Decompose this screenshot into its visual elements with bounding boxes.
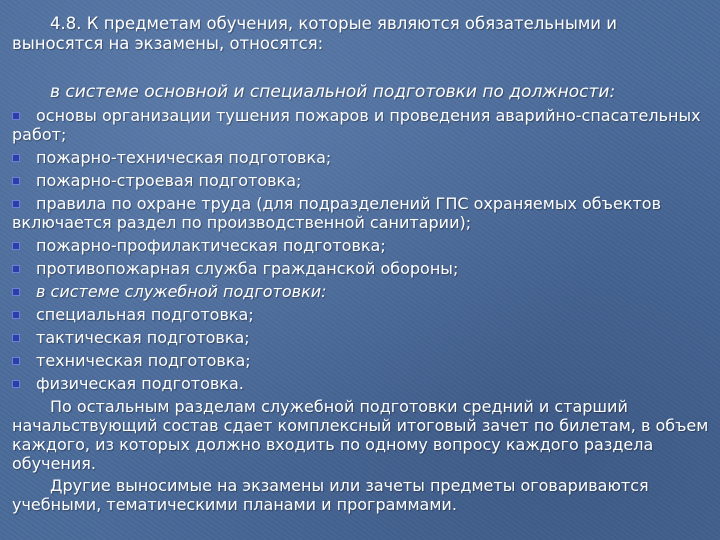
paragraphs bbox=[12, 397, 712, 514]
list-item-text: физическая подготовка. bbox=[36, 374, 244, 393]
list-item bbox=[12, 374, 712, 393]
list-item bbox=[12, 282, 712, 301]
bullet-list bbox=[12, 106, 712, 393]
list-item-text: основы организации тушения пожаров и проведения аварийно-спасательных работ; bbox=[12, 106, 701, 144]
list-item-text: правила по охране труда (для подразделений ГПС охраняемых объектов включается раздел по производственной санитарии); bbox=[12, 194, 662, 232]
square-bullet-icon bbox=[12, 334, 20, 342]
list-item bbox=[12, 171, 712, 190]
list-item-text: в системе служебной подготовки: bbox=[36, 282, 327, 301]
square-bullet-icon bbox=[12, 177, 20, 185]
slide-heading bbox=[12, 14, 702, 54]
list-item bbox=[12, 305, 712, 324]
list-item-text: техническая подготовка; bbox=[36, 351, 251, 370]
list-item bbox=[12, 351, 712, 370]
square-bullet-icon bbox=[12, 200, 20, 208]
list-item bbox=[12, 106, 712, 144]
square-bullet-icon bbox=[12, 242, 20, 250]
list-item-text: пожарно-строевая подготовка; bbox=[36, 171, 302, 190]
list-item bbox=[12, 328, 712, 347]
square-bullet-icon bbox=[12, 288, 20, 296]
list-item-text: тактическая подготовка; bbox=[36, 328, 250, 347]
square-bullet-icon bbox=[12, 380, 20, 388]
list-item bbox=[12, 148, 712, 167]
heading-text: 4.8. К предметам обучения, которые являются обязательными и выносятся на экзамены, относятся: bbox=[12, 14, 617, 53]
paragraph bbox=[12, 397, 712, 473]
paragraph bbox=[12, 476, 712, 514]
list-item-text: пожарно-техническая подготовка; bbox=[36, 148, 332, 167]
list-item bbox=[12, 236, 712, 255]
list-item bbox=[12, 194, 712, 232]
list-item bbox=[12, 259, 712, 278]
square-bullet-icon bbox=[12, 112, 20, 120]
slide-body bbox=[12, 106, 712, 517]
paragraph-text: По остальным разделам служебной подготовки средний и старший начальствующий состав сдает комплексный итоговый зачет по билетам, в объем каждого, из которых должно входить по одному вопросу каждого раздела обучения. bbox=[12, 397, 709, 473]
paragraph-text: Другие выносимые на экзамены или зачеты предметы оговариваются учебными, тематическими планами и программами. bbox=[12, 476, 649, 514]
list-item-text: специальная подготовка; bbox=[36, 305, 254, 324]
list-item-text: пожарно-профилактическая подготовка; bbox=[36, 236, 386, 255]
list-item-text: противопожарная служба гражданской обороны; bbox=[36, 259, 459, 278]
square-bullet-icon bbox=[12, 357, 20, 365]
square-bullet-icon bbox=[12, 154, 20, 162]
square-bullet-icon bbox=[12, 311, 20, 319]
section-title: в системе основной и специальной подготовки по должности: bbox=[50, 82, 616, 102]
square-bullet-icon bbox=[12, 265, 20, 273]
